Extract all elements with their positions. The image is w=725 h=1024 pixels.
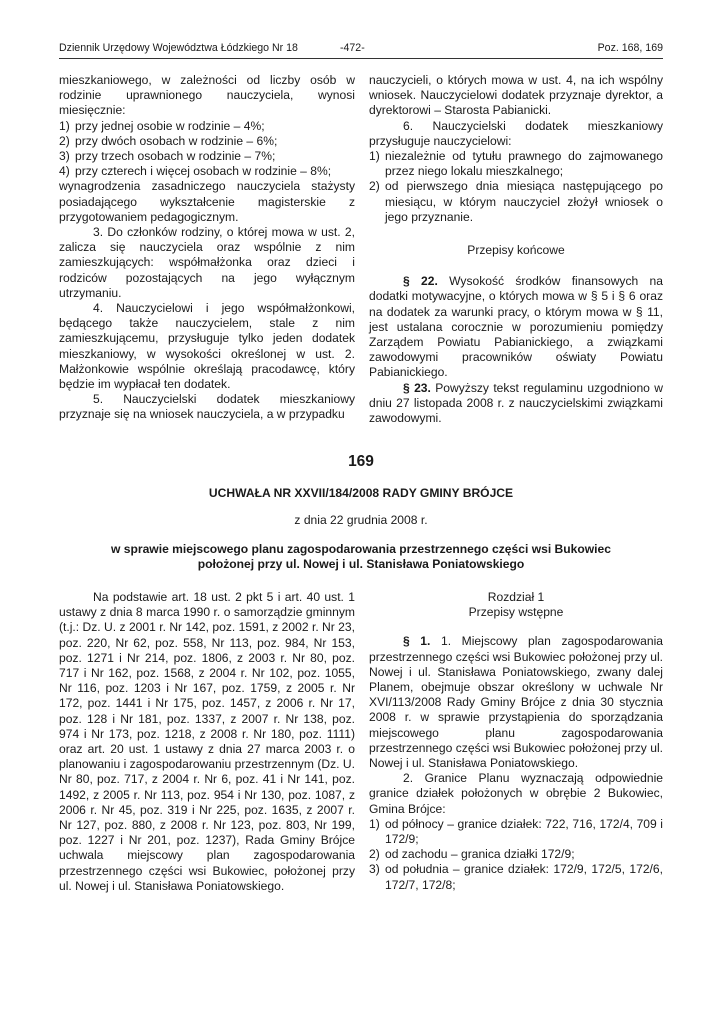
list-item: 1) niezależnie od tytułu prawnego do zajmowanego przez niego lokalu mieszkalnego; (369, 149, 663, 179)
top-left-column (59, 73, 355, 423)
paragraph: nauczycieli, o których mowa w ust. 4, na ich wspólny wniosek. Nauczycielowi dodatek przyznaje dyrektor, a dyrektorowi – Starosta Pabianicki. (369, 73, 663, 118)
list-item: 3) od południa – granice działek: 172/9, 172/5, 172/6, 172/7, 172/8; (369, 862, 663, 892)
bottom-left-column (59, 590, 355, 894)
list-item: 3) przy trzech osobach w rodzinie – 7%; (59, 149, 276, 164)
paragraph: mieszkaniowego, w zależności od liczby osób w rodzinie uprawnionego nauczyciela, wynosi miesięcznie: (59, 73, 355, 118)
paragraph-s1: § 1. 1. Miejscowy plan zagospodarowania przestrzennego części wsi Bukowiec położonej przy ul. Nowej i ul. Stanisława Poniatowskiego, zwany dalej Planem, obejmuje obszar określony w uchwale Nr XVI/113/2008 Rady Gminy Brójce z dnia 30 stycznia 2008 r. w sprawie przystąpienia do sporządzania miejscowego planu zagospodarowania przestrzennego części wsi Bukowiec położonej przy ul. Nowej i ul. Stanisława Poniatowskiego. (369, 634, 663, 771)
page-number: -472- (340, 42, 365, 54)
paragraph-s22: § 22. Wysokość środków finansowych na dodatki motywacyjne, o których mowa w § 5 i § 6 oraz na dodatek za warunki pracy, o którym mowa w § 11, jest ustalana corocznie w porozumieniu pomiędzy Zarządem Powiatu Pabianickiego, a związkami zawodowymi pracowników oświaty Powiatu Pabianickiego. (369, 274, 663, 380)
list-item: 2) od pierwszego dnia miesiąca następującego po miesiącu, w którym nauczyciel złożył wniosek o jego przyznanie. (369, 179, 663, 224)
journal-title: Dziennik Urzędowy Województwa Łódzkiego Nr 18 (59, 42, 298, 54)
bottom-right-column (369, 590, 663, 893)
running-header (59, 40, 663, 59)
top-right-column (369, 73, 663, 426)
list-item: 1) przy jednej osobie w rodzinie – 4%; (59, 118, 265, 133)
boundary-list (369, 817, 663, 893)
paragraph-s23: § 23. Powyższy tekst regulaminu uzgodniono w dniu 27 listopada 2008 r. z nauczycielskimi związkami zawodowymi. (369, 380, 663, 426)
list-item: 2) od zachodu – granica działki 172/9; (369, 847, 575, 862)
paragraph: 6. Nauczycielski dodatek mieszkaniowy przysługuje nauczycielowi: (369, 118, 663, 148)
preamble: Na podstawie art. 18 ust. 2 pkt 5 i art. 40 ust. 1 ustawy z dnia 8 marca 1990 r. o samorządzie gminnym (t.j.: Dz. U. z 2001 r. Nr 142, poz. 1591, z 2002 r. Nr 23, poz. 220, Nr 62, poz. 558, Nr 113, poz. 984, Nr 153, poz. 1271 i Nr 214, poz. 1806, z 2003 r. Nr 80, poz. 717 i Nr 162, poz. 1568, z 2004 r. Nr 102, poz. 1055, Nr 116, poz. 1203 i Nr 167, poz. 1759, z 2005 r. Nr 172, poz. 1441 i Nr 175, poz. 1457, z 2006 r. Nr 17, poz. 128 i Nr 181, poz. 1337, z 2007 r. Nr 138, poz. 974 i Nr 173, poz. 1218, z 2008 r. Nr 180, poz. 1111) oraz art. 20 ust. 1 ustawy z dnia 27 marca 2003 r. o planowaniu i zagospodarowaniu przestrzennym (Dz. U. Nr 80, poz. 717, z 2004 r. Nr 6, poz. 41 i Nr 141, poz. 1492, z 2005 r. Nr 113, poz. 954 i Nr 130, poz. 1087, z 2006 r. Nr 45, poz. 319 i Nr 225, poz. 1635, z 2007 r. Nr 127, poz. 880, z 2008 r. Nr 123, poz. 803, Nr 199, poz. 1227 i Nr 201, poz. 1237), Rada Gminy Brójce uchwala miejscowy plan zagospodarowania przestrzennego części wsi Bukowiec, położonej przy ul. Nowej i ul. Stanisława Poniatowskiego. (59, 590, 355, 893)
document-number: 169 (348, 453, 374, 470)
list-item: 4) przy czterech i więcej osobach w rodzinie – 8%; (59, 164, 332, 179)
list-item: 1) od północy – granice działek: 722, 716, 172/4, 709 i 172/9; (369, 816, 663, 847)
paragraph: 5. Nauczycielski dodatek mieszkaniowy przyznaje się na wniosek nauczyciela, a w przypadku (59, 392, 355, 422)
document-title: UCHWAŁA NR XXVII/184/2008 RADY GMINY BRÓJCE (208, 486, 514, 500)
rate-list (59, 119, 355, 180)
position-reference: Poz. 168, 169 (597, 42, 663, 54)
section-heading: Przepisy końcowe (467, 243, 565, 258)
paragraph: wynagrodzenia zasadniczego nauczyciela stażysty posiadającego wykształcenie magisterskie z przygotowaniem pedagogicznym. (59, 179, 355, 224)
paragraph: 3. Do członków rodziny, o której mowa w ust. 2, zalicza się nauczyciela oraz wspólnie z nim zamieszkujących: współmałżonka oraz dzieci i rodziców pozostających na jego wyłącznym utrzymaniu. (59, 225, 355, 300)
chapter-number: Rozdział 1 (487, 590, 545, 604)
paragraph: 4. Nauczycielowi i jego współmałżonkowi, będącego także nauczycielem, stale z nim zamieszkującemu, przysługuje tylko jeden dodatek mieszkaniowy, w wysokości określonej w ust. 2. Małżonkowie wspólnie określają pracodawcę, który będzie im wypłacał ten dodatek. (59, 301, 355, 392)
paragraph: 2. Granice Planu wyznaczają odpowiednie granice działek położonych w obrębie 2 Bukowiec, Gmina Brójce: (369, 771, 663, 816)
document-subject: w sprawie miejscowego planu zagospodarowania przestrzennego części wsi Bukowiec położonej przy ul. Nowej i ul. Stanisława Poniatowskiego (110, 542, 611, 572)
document-date: z dnia 22 grudnia 2008 r. (294, 513, 428, 527)
condition-list (369, 149, 663, 225)
list-item: 2) przy dwóch osobach w rodzinie – 6%; (59, 133, 278, 148)
chapter-title: Przepisy wstępne (468, 605, 564, 620)
